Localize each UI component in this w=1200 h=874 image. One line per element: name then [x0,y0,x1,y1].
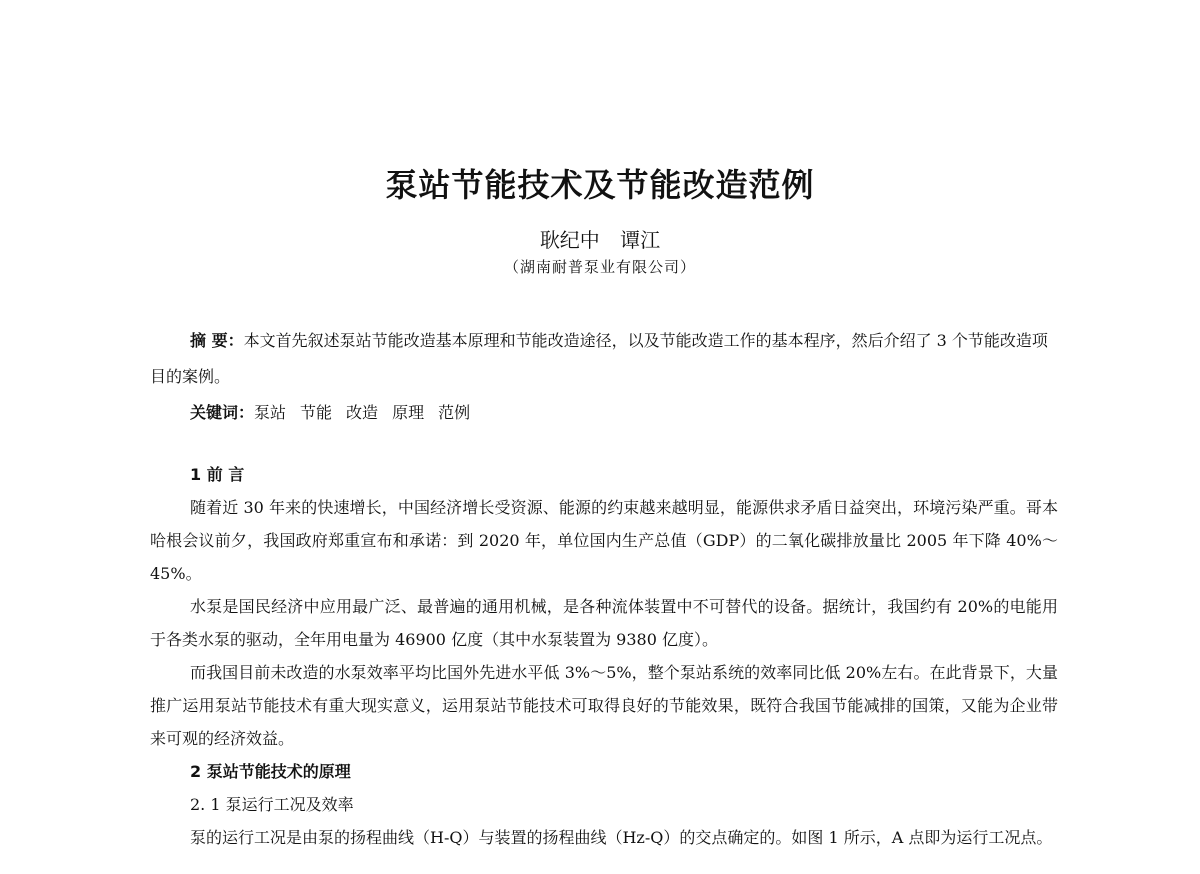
body-paragraph: 随着近 30 年来的快速增长，中国经济增长受资源、能源的约束越来越明显，能源供求矛盾日益突出，环境污染严重。哥本哈根会议前夕，我国政府郑重宣布和承诺：到 2020 年，单位国内生产总值（GDP）的二氧化碳排放量比 2005 年下降 40%～45%。 [150,498,1058,583]
body-paragraph: 而我国目前未改造的水泵效率平均比国外先进水平低 3%～5%，整个泵站系统的效率同比低 20%左右。在此背景下，大量推广运用泵站节能技术有重大现实意义，运用泵站节能技术可取得良好的节能效果，既符合我国节能减排的国策，又能为企业带来可观的经济效益。 [150,663,1058,748]
keyword-item: 原理 [392,403,425,422]
keywords-label: 关键词： [190,403,255,422]
keyword-item: 节能 [300,403,333,422]
body-paragraph: 水泵是国民经济中应用最广泛、最普遍的通用机械，是各种流体装置中不可替代的设备。据统计，我国约有 20%的电能用于各类水泵的驱动，全年用电量为 46900 亿度（其中水泵装置为 9380 亿度）。 [150,597,1058,649]
keyword-item: 泵站 [254,403,287,422]
body-text [150,458,1058,854]
abstract-block [150,323,1058,431]
keyword-item: 改造 [346,403,379,422]
keyword-item: 范例 [438,403,471,422]
author-names: 耿纪中 谭江 [539,228,661,252]
abstract-text: 本文首先叙述泵站节能改造基本原理和节能改造途径，以及节能改造工作的基本程序，然后介绍了 3 个节能改造项目的案例。 [150,331,1048,386]
paper-title: 泵站节能技术及节能改造范例 [385,166,815,204]
abstract-label: 摘 要： [190,331,244,350]
section-heading-principle: 2 泵站节能技术的原理 [190,762,351,781]
author-affiliation: （湖南耐普泵业有限公司） [503,258,696,276]
keywords-line [150,395,1058,431]
section-heading-introduction: 1 前 言 [190,465,245,484]
subsection-heading: 2. 1 泵运行工况及效率 [190,795,354,814]
body-paragraph: 泵的运行工况是由泵的扬程曲线（H-Q）与装置的扬程曲线（Hz-Q）的交点确定的。如图 1 所示，A 点即为运行工况点。 [190,828,1053,847]
abstract-paragraph [150,323,1058,395]
